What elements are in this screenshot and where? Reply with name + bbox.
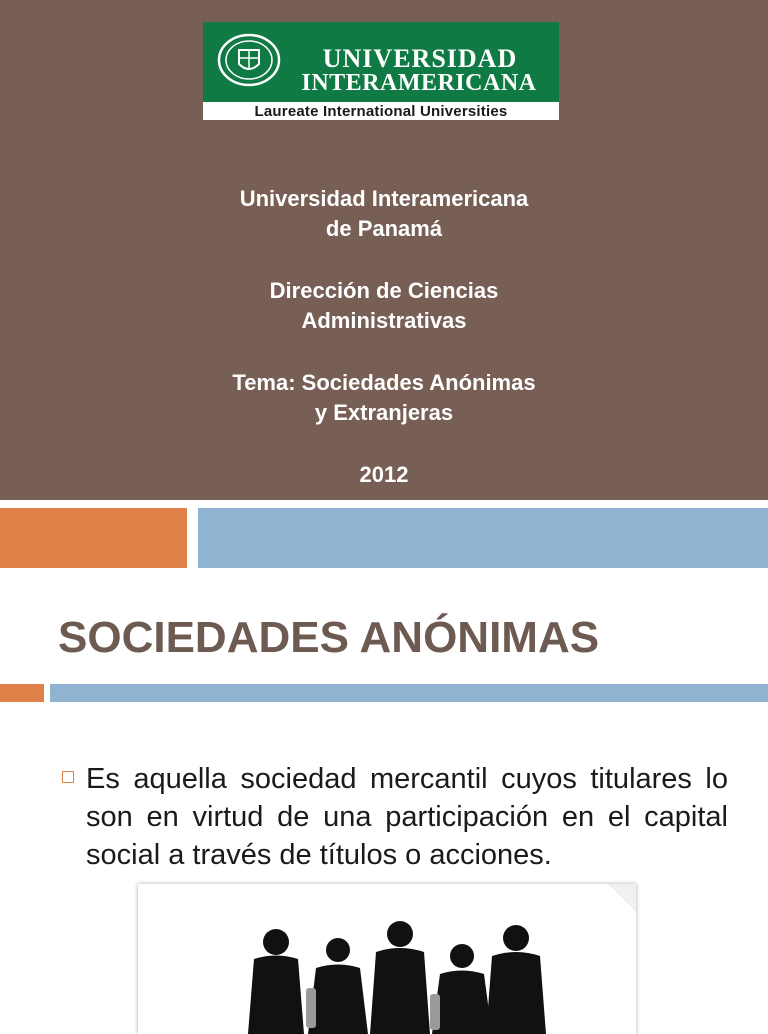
title-underline-orange xyxy=(0,684,44,702)
cover-year: 2012 xyxy=(359,462,409,487)
cover-department-line2: Administrativas xyxy=(301,308,467,333)
accent-bar-blue xyxy=(198,508,768,568)
cover-slide xyxy=(0,0,768,500)
bullet-square-icon xyxy=(62,771,74,783)
cover-department-line1: Dirección de Ciencias xyxy=(269,278,499,303)
accent-bar-orange xyxy=(0,508,187,568)
logo-text-line1: UNIVERSIDAD xyxy=(322,44,518,73)
university-logo xyxy=(203,22,559,120)
cover-topic-line1: Tema: Sociedades Anónimas xyxy=(232,370,536,395)
cover-university-line1: Universidad Interamericana xyxy=(239,186,529,211)
logo-text-line2: INTERAMERICANA xyxy=(301,70,537,96)
business-people-image xyxy=(138,884,636,1034)
bullet-paragraph: Es aquella sociedad mercantil cuyos titulares lo son en virtud de una participación en el capital social a través de títulos o acciones. xyxy=(86,763,728,871)
logo-subtitle: Laureate International Universities xyxy=(254,103,508,120)
title-underline-blue xyxy=(50,684,768,702)
university-seal-icon xyxy=(217,32,281,88)
cover-university-line2: de Panamá xyxy=(325,216,443,241)
cover-topic-line2: y Extranjeras xyxy=(314,400,454,425)
business-people-silhouettes-icon xyxy=(138,884,636,1034)
slide-title: SOCIEDADES ANÓNIMAS xyxy=(58,613,600,662)
